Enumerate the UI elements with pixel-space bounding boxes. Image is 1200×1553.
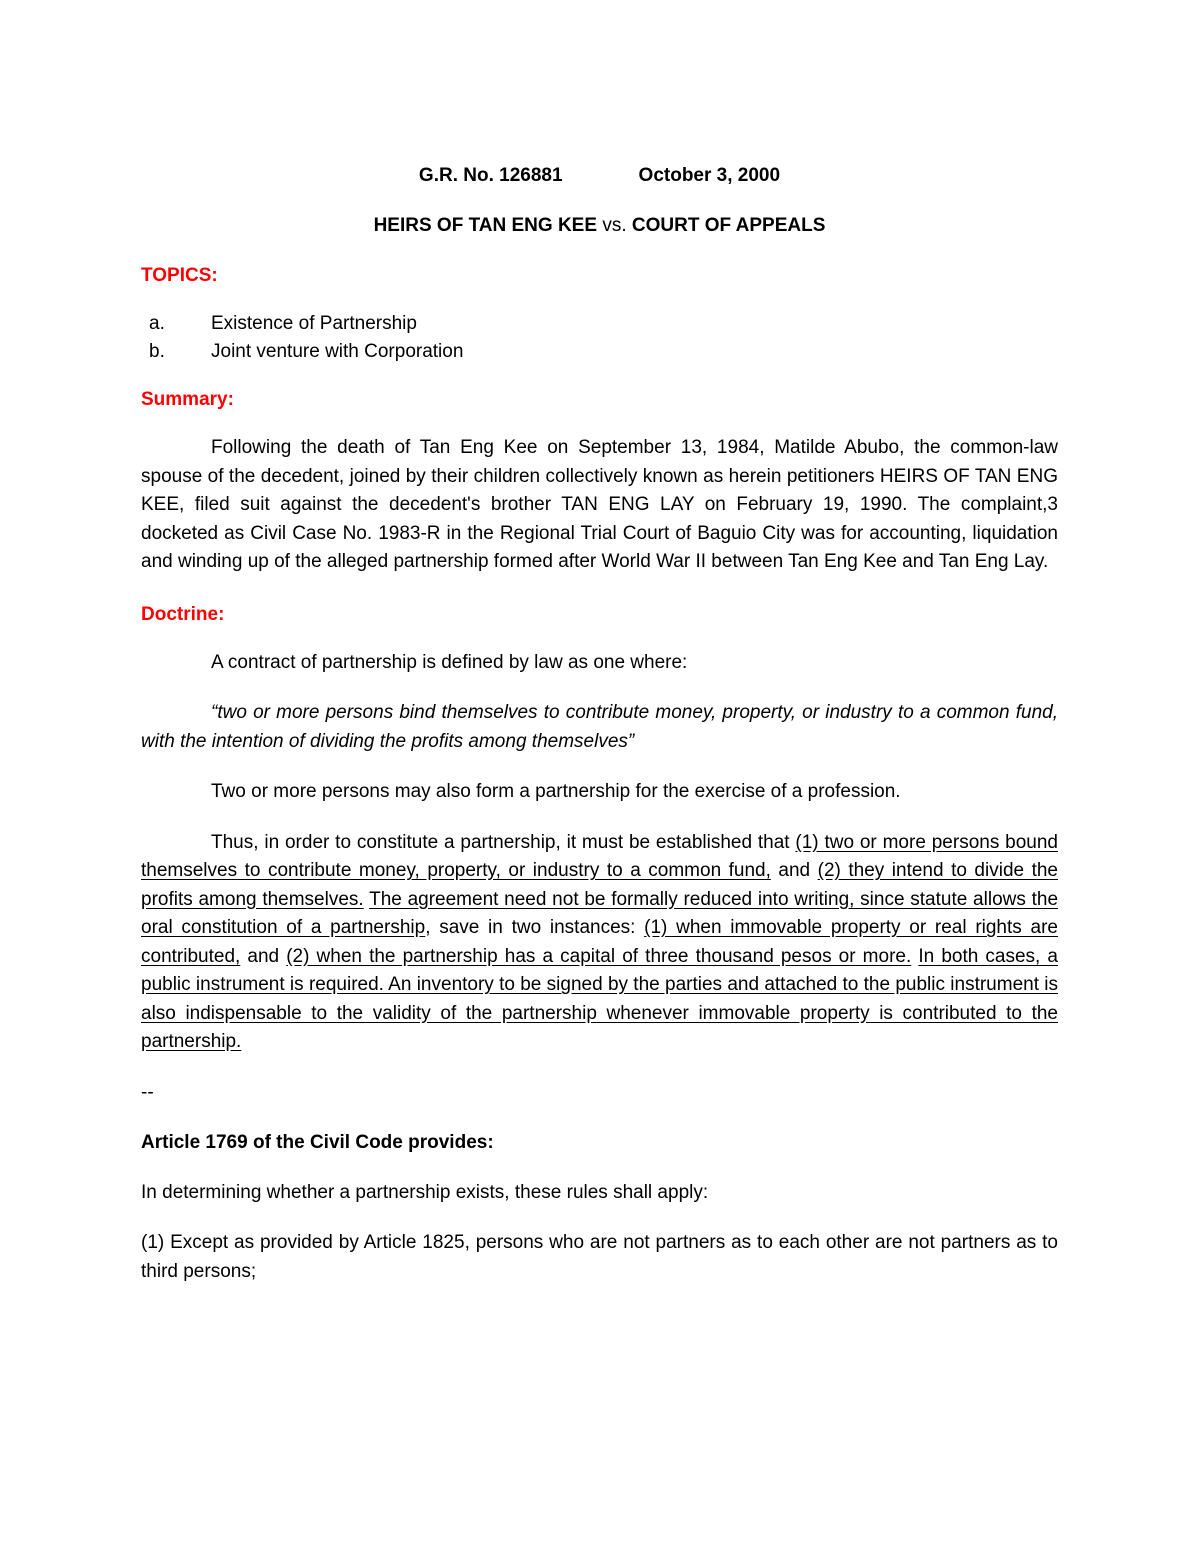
article-rule-1: (1) Except as provided by Article 1825, persons who are not partners as to each other are not partners as to third persons; xyxy=(141,1232,1058,1282)
text-run: Thus, in order to constitute a partnership, it must be established that xyxy=(211,831,796,853)
respondent-name: COURT OF APPEALS xyxy=(631,215,826,236)
doctrine-requirements-paragraph xyxy=(141,829,1058,1057)
case-header xyxy=(141,160,1058,192)
topics-list xyxy=(141,310,1058,366)
article-intro: In determining whether a partnership exists, these rules shall apply: xyxy=(141,1181,709,1203)
gr-number: G.R. No. 126881 xyxy=(418,165,563,186)
underlined-text: (1) two or more persons bound themselves to contribute money, property, or industry to a common fund, xyxy=(141,831,1058,881)
versus-label: vs. xyxy=(602,215,627,236)
doctrine-heading: Doctrine: xyxy=(141,603,225,625)
topics-heading: TOPICS: xyxy=(141,265,218,286)
underlined-text: (2) they intend to divide the profits among themselves. xyxy=(141,860,1058,910)
list-item xyxy=(141,310,1058,338)
case-title xyxy=(141,210,1058,242)
petitioner-name: HEIRS OF TAN ENG KEE xyxy=(373,215,598,236)
text-run: and xyxy=(770,860,818,881)
text-run: and xyxy=(240,945,287,967)
decision-date: October 3, 2000 xyxy=(638,165,781,186)
doctrine-quote: “two or more persons bind themselves to contribute money, property, or industry to a common fund, with the intention of dividing the profits among themselves” xyxy=(141,702,1058,752)
list-item xyxy=(141,338,1058,366)
list-marker: a. xyxy=(149,313,165,334)
summary-paragraph: Following the death of Tan Eng Kee on September 13, 1984, Matilde Abubo, the common-law spouse of the decedent, joined by their children collectively known as herein petitioners HEIRS OF TAN ENG KEE, filed suit against the decedent's brother TAN ENG LAY on February 19, 1990. The complaint,3 docketed as Civil Case No. 1983-R in the Regional Trial Court of Baguio City was for accounting, liquidation and winding up of the alleged partnership formed after World War II between Tan Eng Kee and Tan Eng Lay. xyxy=(141,437,1058,572)
document-page xyxy=(141,160,1058,1308)
underlined-text: (1) when immovable property or real rights are contributed, xyxy=(141,917,1058,967)
summary-heading: Summary: xyxy=(141,389,234,410)
underlined-text: (2) when the partnership has a capital of three thousand pesos or more. xyxy=(286,945,912,967)
underlined-text: In both cases, a public instrument is required. An inventory to be signed by the parties and attached to the public instrument is also indispensable to the validity of the partnership whenever immovable property is contributed to the partnership. xyxy=(141,945,1058,1052)
list-marker: b. xyxy=(149,341,165,362)
doctrine-profession: Two or more persons may also form a partnership for the exercise of a profession. xyxy=(211,781,901,802)
article-heading: Article 1769 of the Civil Code provides: xyxy=(141,1131,494,1153)
underlined-text: The agreement need not be formally reduced into writing, since statute allows the oral constitution of a partnership xyxy=(141,888,1059,938)
list-item-text: Existence of Partnership xyxy=(211,313,417,334)
text-run: , save in two instances: xyxy=(425,917,645,938)
section-separator: -- xyxy=(141,1081,154,1103)
list-item-text: Joint venture with Corporation xyxy=(211,341,464,362)
doctrine-intro: A contract of partnership is defined by law as one where: xyxy=(211,651,688,673)
